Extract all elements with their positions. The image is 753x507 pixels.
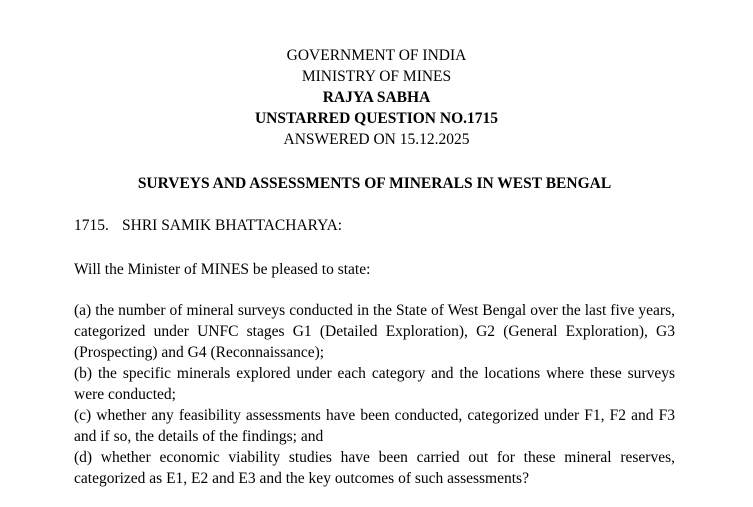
question-intro: Will the Minister of MINES be pleased to state: [74,261,371,278]
member-name: SHRI SAMIK BHATTACHARYA: [122,217,343,234]
question-parts [74,300,675,489]
question-asker [74,215,342,236]
house-line: RAJYA SABHA [322,89,431,106]
answer-date-line: ANSWERED ON 15.12.2025 [283,131,470,148]
government-line: GOVERNMENT OF INDIA [286,47,467,64]
document-header [0,45,753,150]
ministry-line: MINISTRY OF MINES [301,68,452,85]
question-part-b: (b) the specific minerals explored under each category and the locations where these surveys were conducted; [74,365,675,403]
question-part-d: (d) whether economic viability studies have been carried out for these mineral reserves, categorized as E1, E2 and E3 and the key outcomes of such assessments? [74,449,675,487]
question-part-a: (a) the number of mineral surveys conducted in the State of West Bengal over the last five years, categorized under UNFC stages G1 (Detailed Exploration), G2 (General Exploration), G3 (Prospecting) and G4 (Reconnaissance); [74,302,675,361]
question-subject: SURVEYS AND ASSESSMENTS OF MINERALS IN WEST BENGAL [137,175,612,192]
question-serial: 1715. [74,217,109,234]
question-part-c: (c) whether any feasibility assessments have been conducted, categorized under F1, F2 and F3 and if so, the details of the findings; and [74,407,675,445]
question-number-line: UNSTARRED QUESTION NO.1715 [254,110,498,127]
